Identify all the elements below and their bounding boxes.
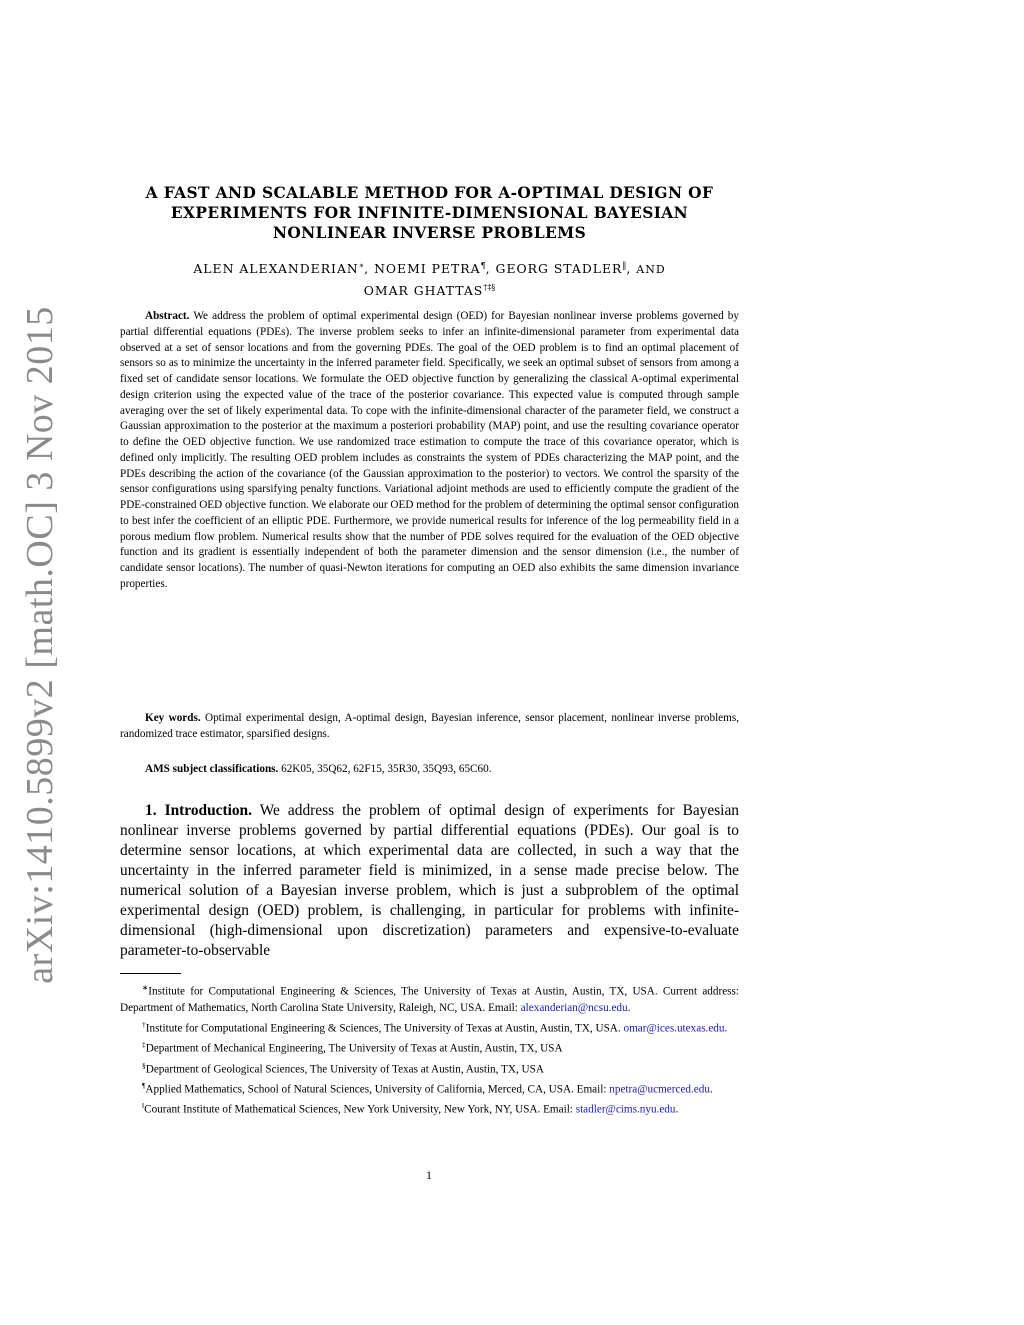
footnote-rule [120, 973, 181, 974]
keywords-label: Key words. [145, 712, 201, 724]
author-conjunction: AND [636, 263, 666, 277]
footnote-text: Department of Geological Sciences, The University of Texas at Austin, Austin, TX, USA [145, 1063, 544, 1076]
footnote [120, 1037, 739, 1057]
footnote: ‖Courant Institute of Mathematical Sciences, New York University, New York, NY, USA. Email: stadler@cims.nyu.edu. [142, 1101, 679, 1116]
author-name: GEORG STADLER [495, 261, 623, 277]
email-link[interactable]: npetra@ucmerced.edu [609, 1083, 710, 1096]
section-heading: 1. Introduction. [145, 802, 252, 819]
author-name: OMAR GHATTAS [363, 283, 484, 299]
footnote-text: Applied Mathematics, School of Natural Sciences, University of California, Merced, CA, USA. Email: [145, 1083, 610, 1096]
footnote: ∗Institute for Computational Engineering & Sciences, The University of Texas at Austin, Austin, TX, USA. Current address: Department of Mathematics, North Carolina State University, Raleigh, NC, USA. Email: alexanderian@ncsu.edu. [120, 983, 739, 1015]
author-mark: ‖ [622, 261, 627, 270]
author-name: ALEN ALEXANDERIAN [193, 261, 359, 277]
author-list [120, 257, 739, 300]
footnote-mark: ‡ [142, 1040, 146, 1050]
footnotes [120, 980, 739, 1119]
keywords [120, 711, 739, 743]
footnote-text: Department of Mechanical Engineering, The University of Texas at Austin, Austin, TX, USA [145, 1042, 563, 1055]
abstract [120, 309, 739, 593]
intro-text: We address the problem of optimal design of experiments for Bayesian nonlinear inverse problems governed by partial differential equations (PDEs). Our goal is to determine sensor locations, at which experimental data are collected, in such a way that the uncertainty in the inferred parameter field is minimized, in a sense made precise below. The numerical solution of a Bayesian inverse problem, which is just a subproblem of the optimal experimental design (OED) problem, is challenging, in particular for problems with infinite-dimensional (high-dimensional upon discretization) parameters and expensive-to-evaluate parameter-to-observable [120, 802, 739, 959]
abstract-text: We address the problem of optimal experimental design (OED) for Bayesian nonlinear inverse problems governed by partial differential equations (PDEs). The inverse problem seeks to infer an infinite-dimensional parameter from experimental data observed at a set of sensor locations and from the governing PDEs. The goal of the OED problem is to find an optimal placement of sensors so as to minimize the uncertainty in the inferred parameter field. Specifically, we seek an optimal subset of sensors from among a fixed set of candidate sensor locations. We formulate the OED objective function by generalizing the classical A-optimal experimental design criterion using the expected value of the trace of the posterior covariance. This expected value is computed through sample averaging over the set of likely experimental data. To cope with the infinite-dimensional character of the parameter field, we construct a Gaussian approximation to the posterior at the maximum a posteriori probability (MAP) point, and use the resulting covariance operator to define the OED objective function. We use randomized trace estimation to compute the trace of this covariance operator, which is defined only implicitly. The resulting OED problem includes as constraints the system of PDEs characterizing the MAP point, and the PDEs describing the action of the covariance (of the Gaussian approximation to the posterior) to vectors. We control the sparsity of the sensor configurations using sparsifying penalty functions. Variational adjoint methods are used to efficiently compute the gradient of the PDE-constrained OED objective function. We elaborate our OED method for the problem of determining the optimal sensor configuration to best infer the coefficient of an elliptic PDE. Furthermore, we provide numerical results for inference of the log permeability field in a porous medium flow problem. Numerical results show that the number of PDE solves required for the evaluation of the OED objective function and its gradient is essentially independent of both the parameter dimension and the sensor dimension (i.e., the number of candidate sensor locations). The number of quasi-Newton iterations for computing an OED also exhibits the same dimension invariance properties. [120, 310, 740, 590]
footnote: ¶Applied Mathematics, School of Natural Sciences, University of California, Merced, CA, USA. Email: npetra@ucmerced.edu. [142, 1080, 713, 1096]
footnote-text: Institute for Computational Engineering & Sciences, The University of Texas at Austin, Austin, TX, USA. Current address: Department of Mathematics, North Carolina State University, Raleigh, NC, USA. Email: [120, 985, 739, 1015]
email-link[interactable]: omar@ices.utexas.edu [623, 1022, 725, 1035]
title-line: NONLINEAR INVERSE PROBLEMS [272, 224, 587, 242]
author-mark: †‡§ [483, 283, 496, 293]
title-line: EXPERIMENTS FOR INFINITE-DIMENSIONAL BAYESIAN [170, 204, 689, 222]
introduction-section [120, 801, 739, 961]
footnote-text: Courant Institute of Mathematical Sciences, New York University, New York, NY, USA. Email: [144, 1103, 576, 1116]
email-link[interactable]: stadler@cims.nyu.edu [575, 1103, 676, 1116]
ams-text: 62K05, 35Q62, 62F15, 35R30, 35Q93, 65C60. [281, 763, 492, 775]
footnote-mark: † [142, 1019, 146, 1029]
email-link[interactable]: alexanderian@ncsu.edu [520, 1002, 628, 1015]
author-mark: ¶ [480, 261, 486, 270]
title-line: A FAST AND SCALABLE METHOD FOR A-OPTIMAL DESIGN OF [145, 184, 714, 202]
author-mark: ∗ [358, 261, 365, 270]
paper-title [120, 183, 739, 243]
author-line-2 [120, 279, 739, 300]
abstract-label: Abstract. [145, 310, 190, 322]
ams-label: AMS subject classifications. [145, 763, 279, 775]
ams-classifications [120, 762, 739, 778]
footnote: †Institute for Computational Engineering & Sciences, The University of Texas at Austin, Austin, TX, USA. omar@ices.utexas.edu. [142, 1019, 728, 1035]
footnote-mark: ‖ [142, 1101, 145, 1111]
footnote [120, 1058, 739, 1078]
footnote-text: Institute for Computational Engineering & Sciences, The University of Texas at Austin, Austin, TX, USA. [145, 1022, 624, 1035]
keywords-text: Optimal experimental design, A-optimal design, Bayesian inference, sensor placement, nonlinear inverse problems, randomized trace estimator, sparsified designs. [120, 712, 739, 740]
author-name: NOEMI PETRA [374, 261, 481, 277]
arxiv-stamp: arXiv:1410.5899v2 [math.OC] 3 Nov 2015 [19, 306, 61, 984]
footnote-mark: ¶ [142, 1080, 146, 1090]
footnote-mark: ∗ [142, 983, 149, 992]
author-line-1: ALEN ALEXANDERIAN∗, NOEMI PETRA¶, GEORG STADLER‖, AND [193, 261, 666, 277]
footnote-mark: § [142, 1060, 146, 1070]
page-number: 1 [426, 1168, 432, 1182]
